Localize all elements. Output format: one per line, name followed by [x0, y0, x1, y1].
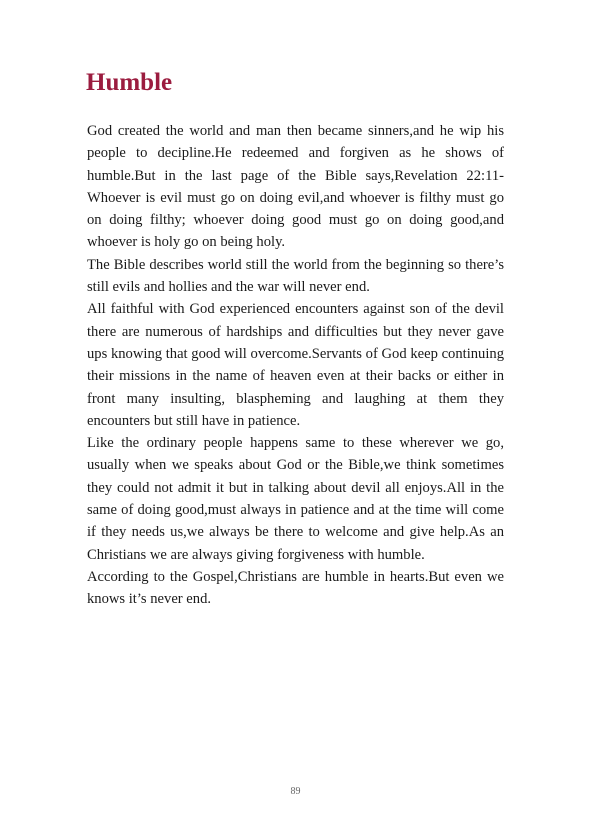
- page-number: 89: [290, 786, 301, 797]
- paragraph-4: Like the ordinary people happens same to these wherever we go, usually when we speaks about God or the Bible,we think sometimes they could not admit it but in talking about devil all enjoys.All in the same of doing good,must always in patience and at the time will come if they needs us,we always be there to welcome and give help.As an Christians we are always giving forgiveness with humble.: [87, 435, 504, 563]
- paragraph-1: God created the world and man then became sinners,and he wip his people to decipline.He redeemed and forgiven as he shows of humble.But in the last page of the Bible says,Revelation 22:11-Whoever is evil must go on doing evil,and whoever is filthy must go on doing filthy; whoever doing good must go on doing good,and whoever is holy go on being holy.: [87, 123, 504, 251]
- paragraph-3: All faithful with God experienced encounters against son of the devil there are numerous of hardships and difficulties but they never gave ups knowing that good will overcome.Servants of God keep continuing their missions in the name of heaven even at their backs or either in front many insulting, blaspheming and laughing at them they encounters but still have in patience.: [87, 301, 504, 429]
- paragraph-2: The Bible describes world still the world from the beginning so there’s still evils and hollies and the war will never end.: [87, 256, 504, 296]
- paragraph-5: According to the Gospel,Christians are humble in hearts.But even we knows it’s never end.: [87, 568, 504, 608]
- body-text: [87, 120, 504, 611]
- page-title: Humble: [86, 69, 173, 96]
